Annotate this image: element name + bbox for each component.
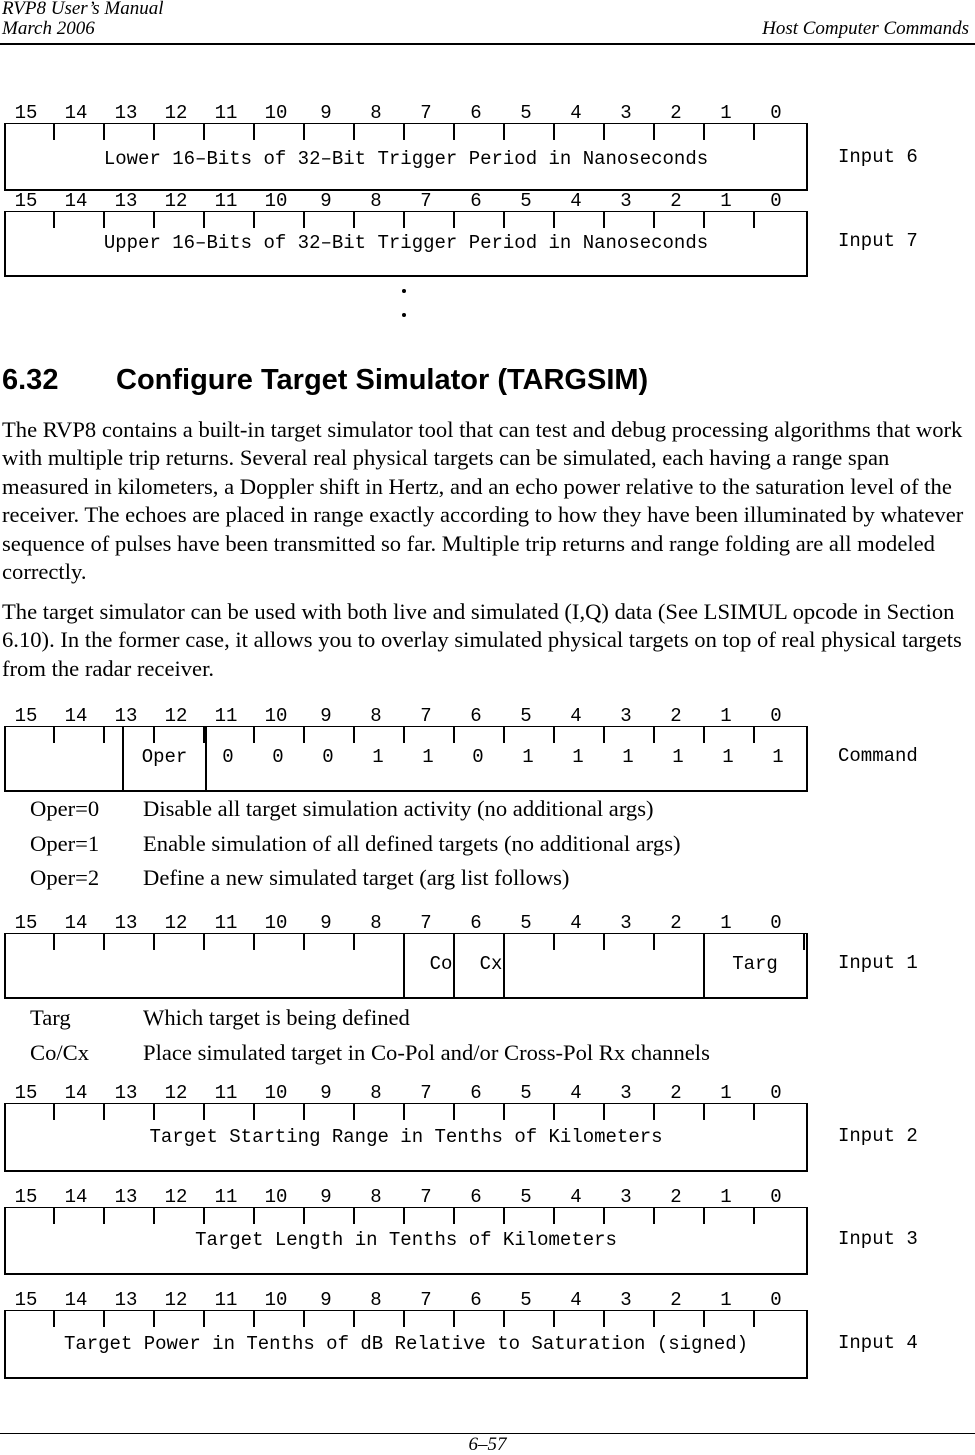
bit-number: 5 bbox=[520, 1289, 532, 1311]
register-field-text: Target Power in Tenths of dB Relative to Saturation (signed) bbox=[63, 1333, 749, 1355]
bit-number: 0 bbox=[770, 1186, 782, 1208]
command-bit-value: 1 bbox=[372, 746, 384, 768]
bit-number: 3 bbox=[620, 1289, 632, 1311]
bit-number: 7 bbox=[420, 102, 432, 124]
bit-divider bbox=[53, 212, 55, 228]
bit-number: 12 bbox=[164, 705, 188, 727]
register-field-text: Lower 16–Bits of 32–Bit Trigger Period in Nanoseconds bbox=[103, 148, 709, 170]
bit-number: 11 bbox=[214, 1082, 238, 1104]
bit-number: 10 bbox=[264, 1289, 288, 1311]
bit-divider bbox=[303, 212, 305, 228]
bit-number: 11 bbox=[214, 705, 238, 727]
bit-number: 0 bbox=[770, 705, 782, 727]
bit-number: 6 bbox=[470, 1289, 482, 1311]
bit-divider bbox=[203, 124, 205, 140]
bit-number: 9 bbox=[320, 1186, 332, 1208]
bit-number: 5 bbox=[520, 912, 532, 934]
bit-divider bbox=[453, 212, 455, 228]
bit-number: 8 bbox=[370, 1082, 382, 1104]
bit-number: 5 bbox=[520, 190, 532, 212]
bit-number: 10 bbox=[264, 1082, 288, 1104]
bit-divider bbox=[753, 1311, 755, 1327]
bit-divider bbox=[703, 934, 705, 950]
bit-divider bbox=[403, 727, 405, 743]
bit-number: 8 bbox=[370, 102, 382, 124]
page-number: 6–57 bbox=[468, 1434, 507, 1455]
bit-number: 11 bbox=[214, 1186, 238, 1208]
bit-divider bbox=[403, 1311, 405, 1327]
bit-divider bbox=[103, 727, 105, 743]
bit-number: 15 bbox=[14, 705, 38, 727]
cx-field: Cx bbox=[479, 953, 503, 975]
bit-numbers bbox=[4, 191, 810, 211]
bit-number: 6 bbox=[470, 1186, 482, 1208]
bit-number: 15 bbox=[14, 190, 38, 212]
bit-divider bbox=[453, 124, 455, 140]
bit-divider bbox=[403, 1208, 405, 1224]
bit-divider bbox=[303, 727, 305, 743]
manual-title: RVP8 User’s Manual bbox=[2, 0, 164, 19]
definition-key: Oper=1 bbox=[30, 830, 100, 856]
targ-field: Targ bbox=[732, 953, 778, 975]
register-field-text: Target Length in Tenths of Kilometers bbox=[195, 1229, 617, 1251]
bit-divider bbox=[553, 934, 555, 950]
bit-divider bbox=[503, 124, 505, 140]
bit-divider bbox=[553, 1311, 555, 1327]
bit-divider bbox=[403, 124, 405, 140]
bit-number: 13 bbox=[114, 190, 138, 212]
command-bit-value: 1 bbox=[572, 746, 584, 768]
bit-divider bbox=[653, 727, 655, 743]
bit-number: 8 bbox=[370, 705, 382, 727]
bit-divider bbox=[203, 212, 205, 228]
bit-number: 12 bbox=[164, 102, 188, 124]
bit-divider bbox=[603, 934, 605, 950]
bit-number: 10 bbox=[264, 102, 288, 124]
bit-divider bbox=[453, 727, 455, 743]
bit-divider bbox=[603, 124, 605, 140]
command-bit-value: 1 bbox=[772, 746, 784, 768]
bit-number: 2 bbox=[670, 190, 682, 212]
continuation-dot bbox=[402, 313, 406, 317]
bit-number: 15 bbox=[14, 912, 38, 934]
bit-number: 15 bbox=[14, 1186, 38, 1208]
section-heading bbox=[2, 360, 648, 400]
bit-number: 6 bbox=[470, 1082, 482, 1104]
bit-divider bbox=[503, 1104, 505, 1120]
bit-divider bbox=[553, 1104, 555, 1120]
bit-number: 5 bbox=[520, 1186, 532, 1208]
bit-number: 14 bbox=[64, 190, 88, 212]
bit-divider bbox=[253, 1311, 255, 1327]
bit-divider bbox=[553, 727, 555, 743]
definition-key: Oper=0 bbox=[30, 796, 100, 821]
command-bit-value: 1 bbox=[422, 746, 434, 768]
bit-number: 4 bbox=[570, 705, 582, 727]
bit-number: 6 bbox=[470, 912, 482, 934]
bit-divider bbox=[353, 1104, 355, 1120]
bit-divider bbox=[403, 212, 405, 228]
bit-number: 6 bbox=[470, 190, 482, 212]
register-label: Input 7 bbox=[838, 230, 918, 252]
bit-number: 5 bbox=[520, 1082, 532, 1104]
bit-divider bbox=[503, 1311, 505, 1327]
bit-divider bbox=[103, 212, 105, 228]
bit-divider bbox=[303, 1311, 305, 1327]
command-bit-value: 0 bbox=[272, 746, 284, 768]
bit-divider bbox=[153, 1311, 155, 1327]
bit-number: 2 bbox=[670, 912, 682, 934]
bit-divider bbox=[753, 1104, 755, 1120]
bit-number: 2 bbox=[670, 1082, 682, 1104]
register-field-text: Upper 16–Bits of 32–Bit Trigger Period in Nanoseconds bbox=[103, 232, 709, 254]
bit-number: 12 bbox=[164, 1186, 188, 1208]
bit-divider bbox=[253, 1104, 255, 1120]
bit-number: 13 bbox=[114, 1082, 138, 1104]
bit-divider bbox=[353, 934, 355, 950]
bit-divider bbox=[203, 1208, 205, 1224]
bit-number: 5 bbox=[520, 705, 532, 727]
oper-field: Oper bbox=[141, 746, 188, 768]
definition-value: Disable all target simulation activity (no additional args) bbox=[143, 796, 654, 821]
bit-divider bbox=[103, 1104, 105, 1120]
bit-divider bbox=[353, 727, 355, 743]
bit-number: 15 bbox=[14, 102, 38, 124]
bit-number: 6 bbox=[470, 705, 482, 727]
bit-divider bbox=[703, 1208, 705, 1224]
bit-divider bbox=[353, 1311, 355, 1327]
bit-number: 12 bbox=[164, 1289, 188, 1311]
bit-number: 15 bbox=[14, 1082, 38, 1104]
bit-divider bbox=[53, 727, 55, 743]
bit-number: 8 bbox=[370, 1186, 382, 1208]
bit-divider bbox=[253, 934, 255, 950]
bit-divider bbox=[253, 727, 255, 743]
bit-number: 13 bbox=[114, 1186, 138, 1208]
definition-key: Oper=2 bbox=[30, 865, 100, 890]
bit-divider bbox=[703, 212, 705, 228]
bit-number: 3 bbox=[620, 102, 632, 124]
bit-number: 12 bbox=[164, 912, 188, 934]
bit-divider bbox=[353, 1208, 355, 1224]
bit-divider bbox=[603, 212, 605, 228]
bit-divider bbox=[353, 124, 355, 140]
bit-number: 9 bbox=[320, 102, 332, 124]
bit-numbers bbox=[4, 913, 810, 933]
bit-divider bbox=[803, 934, 805, 950]
command-bit-value: 1 bbox=[622, 746, 634, 768]
bit-divider bbox=[203, 934, 205, 950]
command-bit-value: 1 bbox=[672, 746, 684, 768]
bit-number: 1 bbox=[720, 705, 732, 727]
bit-number: 15 bbox=[14, 1289, 38, 1311]
bit-divider bbox=[253, 1208, 255, 1224]
bit-number: 14 bbox=[64, 912, 88, 934]
bit-divider bbox=[53, 934, 55, 950]
bit-number: 5 bbox=[520, 102, 532, 124]
bit-divider bbox=[103, 1208, 105, 1224]
bit-number: 10 bbox=[264, 1186, 288, 1208]
bit-number: 11 bbox=[214, 190, 238, 212]
bit-divider bbox=[153, 934, 155, 950]
paragraph-intro: The RVP8 contains a built-in target simulator tool that can test and debug processing algorithms that work with multiple trip returns. Several real physical targets can be simulated, each having a range span measured in kilometers, a Doppler shift in Hertz, and an echo power relative to the saturation level of the receiver. The echoes are placed in range exactly according to how they have been illuminated by whatever sequence of pulses have been transmitted so far. Multiple trip returns and range folding are all modeled correctly. bbox=[2, 417, 964, 585]
bit-divider bbox=[303, 1208, 305, 1224]
bit-number: 3 bbox=[620, 912, 632, 934]
bit-number: 8 bbox=[370, 912, 382, 934]
bit-number: 12 bbox=[164, 1082, 188, 1104]
bit-divider bbox=[203, 1311, 205, 1327]
bit-number: 1 bbox=[720, 190, 732, 212]
definition-value: Place simulated target in Co-Pol and/or Cross-Pol Rx channels bbox=[143, 1039, 710, 1065]
bit-divider bbox=[253, 212, 255, 228]
bit-number: 9 bbox=[320, 1289, 332, 1311]
definition-key: Co/Cx bbox=[30, 1039, 90, 1065]
bit-number: 14 bbox=[64, 705, 88, 727]
bit-divider bbox=[553, 1208, 555, 1224]
bit-numbers bbox=[4, 706, 810, 726]
register-label: Command bbox=[838, 745, 918, 767]
bit-divider bbox=[53, 1311, 55, 1327]
bit-divider bbox=[553, 212, 555, 228]
bit-number: 4 bbox=[570, 1186, 582, 1208]
bit-number: 8 bbox=[370, 1289, 382, 1311]
bit-number: 0 bbox=[770, 912, 782, 934]
bit-divider bbox=[103, 934, 105, 950]
bit-number: 4 bbox=[570, 912, 582, 934]
bit-number: 6 bbox=[470, 102, 482, 124]
bit-divider bbox=[303, 124, 305, 140]
paragraph-live-data: The target simulator can be used with both live and simulated (I,Q) data (See LSIMUL opcode in Section 6.10). In the former case, it allows you to overlay simulated physical targets on top of real physical targets from the radar receiver. bbox=[2, 599, 962, 681]
bit-divider bbox=[703, 1104, 705, 1120]
header-rule bbox=[0, 43, 975, 45]
bit-number: 14 bbox=[64, 1289, 88, 1311]
bit-divider bbox=[503, 934, 505, 950]
bit-number: 1 bbox=[720, 1082, 732, 1104]
definition-key: Targ bbox=[30, 1005, 71, 1030]
definition-value: Which target is being defined bbox=[143, 1005, 410, 1030]
bit-number: 11 bbox=[214, 102, 238, 124]
bit-number: 13 bbox=[114, 1289, 138, 1311]
section-title: Configure Target Simulator (TARGSIM) bbox=[116, 364, 649, 396]
definition-value: Enable simulation of all defined targets (no additional args) bbox=[143, 830, 681, 856]
bit-divider bbox=[653, 212, 655, 228]
bit-number: 7 bbox=[420, 1082, 432, 1104]
command-bit-value: 1 bbox=[722, 746, 734, 768]
co-field: Co bbox=[429, 953, 453, 975]
bit-numbers bbox=[4, 1187, 810, 1207]
bit-number: 10 bbox=[264, 190, 288, 212]
bit-number: 11 bbox=[214, 912, 238, 934]
bit-divider bbox=[603, 727, 605, 743]
bit-number: 2 bbox=[670, 1186, 682, 1208]
manual-date: March 2006 bbox=[2, 18, 95, 39]
bit-divider bbox=[103, 1311, 105, 1327]
register-label: Input 2 bbox=[838, 1125, 918, 1147]
bit-divider bbox=[353, 212, 355, 228]
bit-divider bbox=[53, 1104, 55, 1120]
bit-divider bbox=[153, 727, 155, 743]
bit-divider bbox=[503, 727, 505, 743]
bit-number: 1 bbox=[720, 1186, 732, 1208]
bit-divider bbox=[653, 934, 655, 950]
register-label: Input 3 bbox=[838, 1228, 918, 1250]
bit-number: 13 bbox=[114, 705, 138, 727]
bit-number: 10 bbox=[264, 912, 288, 934]
bit-number: 1 bbox=[720, 102, 732, 124]
bit-divider bbox=[403, 934, 405, 950]
bit-number: 7 bbox=[420, 705, 432, 727]
bit-divider bbox=[453, 1208, 455, 1224]
bit-number: 14 bbox=[64, 102, 88, 124]
bit-divider bbox=[453, 1311, 455, 1327]
command-bit-value: 0 bbox=[472, 746, 484, 768]
bit-number: 4 bbox=[570, 1082, 582, 1104]
bit-number: 13 bbox=[114, 102, 138, 124]
bit-divider bbox=[153, 212, 155, 228]
bit-divider bbox=[653, 1208, 655, 1224]
bit-number: 9 bbox=[320, 912, 332, 934]
command-bit-value: 1 bbox=[522, 746, 534, 768]
bit-number: 14 bbox=[64, 1082, 88, 1104]
bit-divider bbox=[303, 1104, 305, 1120]
bit-divider bbox=[403, 1104, 405, 1120]
bit-divider bbox=[753, 212, 755, 228]
bit-divider bbox=[753, 1208, 755, 1224]
bit-number: 7 bbox=[420, 912, 432, 934]
register-label: Input 6 bbox=[838, 146, 918, 168]
bit-divider bbox=[703, 727, 705, 743]
bit-number: 13 bbox=[114, 912, 138, 934]
command-bit-value: 0 bbox=[322, 746, 334, 768]
bit-divider bbox=[753, 727, 755, 743]
bit-divider bbox=[203, 727, 205, 743]
bit-number: 4 bbox=[570, 190, 582, 212]
bit-divider bbox=[603, 1311, 605, 1327]
bit-divider bbox=[653, 1104, 655, 1120]
bit-number: 7 bbox=[420, 1289, 432, 1311]
bit-number: 3 bbox=[620, 190, 632, 212]
bit-number: 0 bbox=[770, 1082, 782, 1104]
bit-divider bbox=[553, 124, 555, 140]
bit-number: 4 bbox=[570, 102, 582, 124]
command-bit-value: 0 bbox=[222, 746, 234, 768]
bit-divider bbox=[103, 124, 105, 140]
bit-number: 7 bbox=[420, 190, 432, 212]
bit-number: 12 bbox=[164, 190, 188, 212]
bit-divider bbox=[53, 1208, 55, 1224]
bit-number: 10 bbox=[264, 705, 288, 727]
bit-divider bbox=[503, 212, 505, 228]
bit-divider bbox=[603, 1208, 605, 1224]
bit-number: 4 bbox=[570, 1289, 582, 1311]
bit-divider bbox=[153, 1104, 155, 1120]
bit-divider bbox=[703, 124, 705, 140]
bit-numbers bbox=[4, 1083, 810, 1103]
bit-divider bbox=[153, 124, 155, 140]
bit-number: 2 bbox=[670, 102, 682, 124]
bit-number: 3 bbox=[620, 705, 632, 727]
bit-divider bbox=[703, 1311, 705, 1327]
bit-number: 0 bbox=[770, 1289, 782, 1311]
bit-number: 14 bbox=[64, 1186, 88, 1208]
register-field-text: Target Starting Range in Tenths of Kilometers bbox=[149, 1126, 663, 1148]
bit-number: 11 bbox=[214, 1289, 238, 1311]
bit-divider bbox=[253, 124, 255, 140]
bit-numbers bbox=[4, 103, 810, 123]
definition-value: Define a new simulated target (arg list follows) bbox=[143, 865, 570, 890]
bit-divider bbox=[653, 124, 655, 140]
bit-number: 8 bbox=[370, 190, 382, 212]
bit-divider bbox=[503, 1208, 505, 1224]
section-number: 6.32 bbox=[2, 364, 59, 396]
bit-divider bbox=[153, 1208, 155, 1224]
continuation-dot bbox=[402, 289, 406, 293]
section-header: Host Computer Commands bbox=[762, 18, 969, 39]
bit-divider bbox=[303, 934, 305, 950]
bit-number: 0 bbox=[770, 190, 782, 212]
bit-number: 9 bbox=[320, 190, 332, 212]
bit-divider bbox=[603, 1104, 605, 1120]
register-label: Input 1 bbox=[838, 952, 918, 974]
bit-number: 3 bbox=[620, 1082, 632, 1104]
bit-number: 7 bbox=[420, 1186, 432, 1208]
bit-number: 2 bbox=[670, 1289, 682, 1311]
bit-divider bbox=[753, 124, 755, 140]
bit-number: 2 bbox=[670, 705, 682, 727]
bit-divider bbox=[453, 1104, 455, 1120]
bit-number: 9 bbox=[320, 1082, 332, 1104]
bit-divider bbox=[203, 1104, 205, 1120]
bit-number: 1 bbox=[720, 912, 732, 934]
bit-number: 3 bbox=[620, 1186, 632, 1208]
bit-number: 0 bbox=[770, 102, 782, 124]
bit-number: 1 bbox=[720, 1289, 732, 1311]
bit-numbers bbox=[4, 1290, 810, 1310]
register-label: Input 4 bbox=[838, 1332, 918, 1354]
bit-number: 9 bbox=[320, 705, 332, 727]
bit-divider bbox=[53, 124, 55, 140]
bit-divider bbox=[653, 1311, 655, 1327]
